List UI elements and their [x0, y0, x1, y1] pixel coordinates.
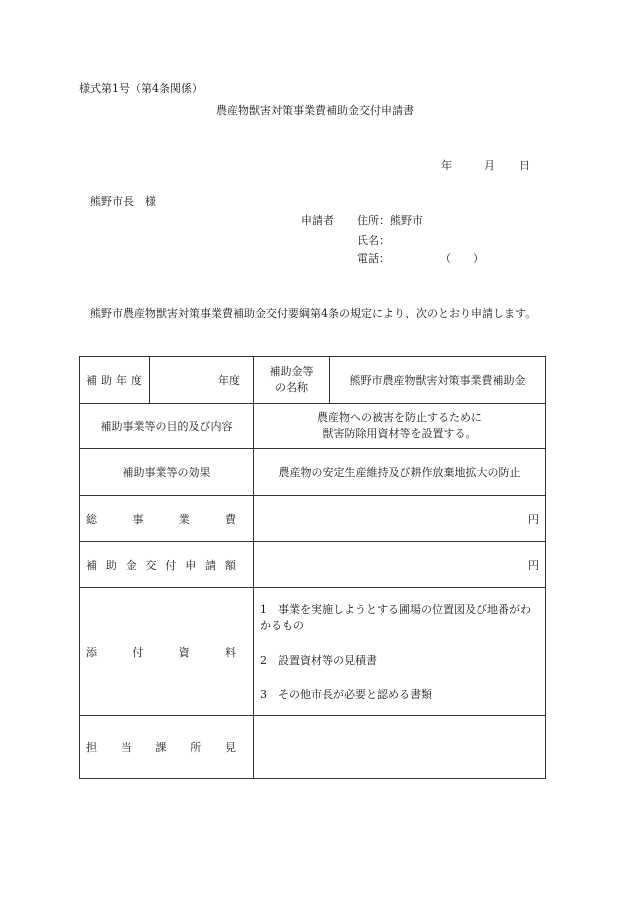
effect-label: 補助事業等の効果	[80, 449, 254, 496]
attachment-item: 1 事業を実施しようとする圃場の位置図及び地番がわかるもの	[260, 602, 531, 632]
table-row	[80, 496, 546, 542]
purpose-value: 農産物への被害を防止するために 獣害防除用資材等を設置する。	[254, 404, 546, 449]
applicant-label: 申請者	[301, 214, 334, 227]
form-number: 様式第1号（第4条関係）	[79, 82, 203, 95]
date-day: 日	[519, 159, 530, 172]
table-row	[80, 449, 546, 496]
document-title: 農産物獣害対策事業費補助金交付申請書	[216, 104, 414, 117]
application-table	[79, 356, 546, 779]
purpose-label: 補助事業等の目的及び内容	[80, 404, 254, 449]
total-cost-label: 総 事 業 費	[80, 496, 254, 542]
fiscal-year-value[interactable]: 年度	[150, 357, 254, 404]
section-opinion-label: 担 当 課 所 見	[80, 716, 254, 779]
subsidy-name-label: 補助金等 の名称	[254, 357, 330, 404]
addressee: 熊野市長 様	[90, 195, 156, 208]
fiscal-year-label: 補 助 年 度	[80, 357, 150, 404]
table-row	[80, 588, 546, 716]
attachments-label: 添 付 資 料	[80, 588, 254, 716]
effect-value: 農産物の安定生産維持及び耕作放棄地拡大の防止	[254, 449, 546, 496]
applicant-phone: 電話：	[357, 252, 390, 265]
date-month: 月	[484, 159, 495, 172]
table-row	[80, 716, 546, 779]
attachment-item: 3 その他市長が必要と認める書類	[260, 687, 432, 701]
date-line	[441, 157, 530, 173]
table-row	[80, 542, 546, 588]
table-row	[80, 404, 546, 449]
attachment-item: 2 設置資材等の見積書	[260, 653, 377, 667]
phone-parentheses: （ ）	[440, 252, 484, 265]
subsidy-name-value: 熊野市農産物獣害対策事業費補助金	[330, 357, 546, 404]
table-row	[80, 357, 546, 404]
applicant-address: 住所：熊野市	[357, 214, 423, 227]
applicant-name: 氏名：	[357, 234, 390, 247]
date-year: 年	[441, 159, 452, 172]
request-amount-label: 補 助 金 交 付 申 請 額	[80, 542, 254, 588]
request-amount-value[interactable]: 円	[254, 542, 546, 588]
attachments-list	[254, 588, 546, 716]
intro-text: 熊野市農産物獣害対策事業費補助金交付要綱第4条の規定により、次のとおり申請します。	[90, 307, 537, 320]
total-cost-value[interactable]: 円	[254, 496, 546, 542]
section-opinion-value[interactable]	[254, 716, 546, 779]
